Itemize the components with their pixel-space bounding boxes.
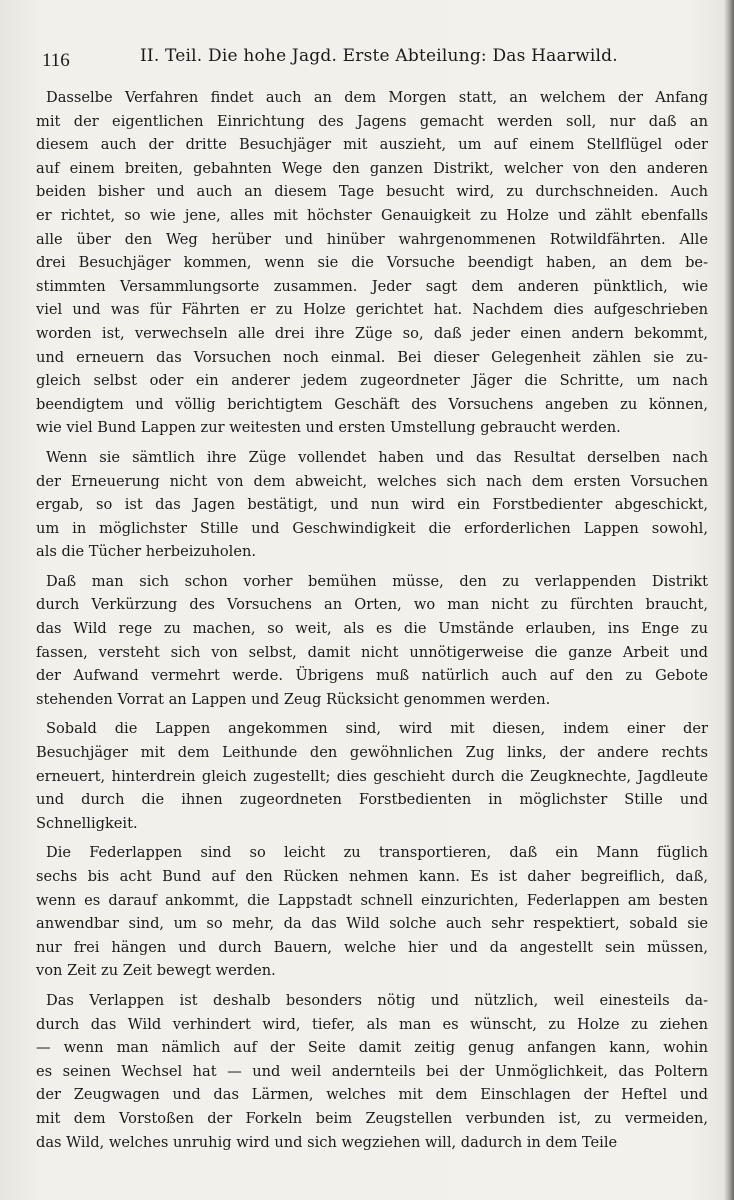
text-line: der Zeugwagen und das Lärmen, welches mit dem Einschlagen der Heftel und	[36, 1086, 708, 1104]
body-text	[36, 86, 708, 1160]
running-title: II. Teil. Die hohe Jagd. Erste Abteilung: Das Haarwild.	[140, 46, 618, 66]
text-line: Daß man sich schon vorher bemühen müsse, den zu verlappenden Distrikt	[46, 572, 708, 590]
text-line: — wenn man nämlich auf der Seite damit zeitig genug anfangen kann, wohin	[36, 1039, 708, 1057]
text-line: er richtet, so wie jene, alles mit höchster Genauigkeit zu Holze und zählt ebenfalls	[36, 206, 708, 224]
text-line: um in möglichster Stille und Geschwindigkeit die erforderlichen Lappen sowohl,	[36, 519, 708, 537]
text-line: anwendbar sind, um so mehr, da das Wild solche auch sehr respektiert, sobald sie	[36, 915, 708, 933]
text-line: wie viel Bund Lappen zur weitesten und ersten Umstellung gebraucht werden.	[36, 419, 621, 437]
page-number: 116	[42, 50, 70, 71]
text-line: Das Verlappen ist deshalb besonders nötig und nützlich, weil einesteils da-	[46, 991, 708, 1009]
page-header	[42, 44, 710, 74]
text-line: sechs bis acht Bund auf den Rücken nehmen kann. Es ist daher begreiflich, daß,	[36, 868, 708, 885]
text-line: durch Verkürzung des Vorsuchens an Orten, wo man nicht zu fürchten braucht,	[36, 596, 708, 614]
text-line: mit dem Vorstoßen der Forkeln beim Zeugstellen verbunden ist, zu vermeiden,	[36, 1109, 708, 1127]
text-line: Besuchjäger mit dem Leithunde den gewöhnlichen Zug links, der andere rechts	[36, 744, 708, 762]
text-line: von Zeit zu Zeit bewegt werden.	[36, 962, 276, 980]
text-line: stimmten Versammlungsorte zusammen. Jeder sagt dem anderen pünktlich, wie	[36, 277, 708, 295]
text-line: beiden bisher und auch an diesem Tage besucht wird, zu durchschneiden. Auch	[36, 183, 708, 201]
paragraph	[36, 446, 708, 564]
text-line: als die Tücher herbeizuholen.	[36, 543, 257, 561]
text-line: das Wild, welches unruhig wird und sich wegziehen will, dadurch in dem Teile	[36, 1133, 618, 1151]
text-line: und durch die ihnen zugeordneten Forstbedienten in möglichster Stille und	[36, 791, 708, 809]
text-line: der Aufwand vermehrt werde. Übrigens muß natürlich auch auf den zu Gebote	[36, 667, 708, 685]
text-line: Sobald die Lappen angekommen sind, wird mit diesen, indem einer der	[46, 720, 708, 738]
text-line: Schnelligkeit.	[36, 814, 138, 832]
text-line: nur frei hängen und durch Bauern, welche hier und da angestellt sein müssen,	[36, 938, 708, 956]
text-line: drei Besuchjäger kommen, wenn sie die Vorsuche beendigt haben, an dem be-	[36, 254, 708, 272]
text-line: der Erneuerung nicht von dem abweicht, welches sich nach dem ersten Vorsuchen	[36, 472, 708, 490]
text-line: alle über den Weg herüber und hinüber wahrgenommenen Rotwildfährten. Alle	[36, 230, 708, 248]
text-line: viel und was für Fährten er zu Holze gerichtet hat. Nachdem dies aufgeschrieben	[36, 301, 708, 319]
paragraph	[36, 570, 708, 712]
text-line: stehenden Vorrat an Lappen und Zeug Rücksicht genommen werden.	[36, 690, 551, 708]
text-line: auf einem breiten, gebahnten Wege den ganzen Distrikt, welcher von den anderen	[36, 159, 708, 177]
paragraph	[36, 86, 708, 440]
text-line: diesem auch der dritte Besuchjäger mit auszieht, um auf einem Stellflügel oder	[36, 136, 708, 154]
paragraph	[36, 717, 708, 835]
text-line: wenn es darauf ankommt, die Lappstadt schnell einzurichten, Federlappen am besten	[36, 891, 708, 909]
text-line: erneuert, hinterdrein gleich zugestellt; dies geschieht durch die Zeugknechte, Jagdleute	[36, 767, 708, 785]
text-line: es seinen Wechsel hat — und weil andernteils bei der Unmöglichkeit, das Poltern	[36, 1062, 708, 1080]
text-line: und erneuern das Vorsuchen noch einmal. Bei dieser Gelegenheit zählen sie zu-	[36, 348, 708, 366]
text-line: gleich selbst oder ein anderer jedem zugeordneter Jäger die Schritte, um nach	[36, 372, 708, 390]
text-line: Die Federlappen sind so leicht zu transportieren, daß ein Mann füglich	[46, 844, 708, 862]
text-line: mit der eigentlichen Einrichtung des Jagens gemacht werden soll, nur daß an	[36, 112, 708, 130]
page-edge-shadow	[724, 0, 734, 1200]
text-line: Dasselbe Verfahren findet auch an dem Morgen statt, an welchem der Anfang	[46, 89, 708, 106]
text-line: beendigtem und völlig berichtigtem Geschäft des Vorsuchens angeben zu können,	[36, 395, 708, 413]
text-line: ergab, so ist das Jagen bestätigt, und nun wird ein Forstbedienter abgeschickt,	[36, 496, 708, 514]
text-line: worden ist, verwechseln alle drei ihre Züge so, daß jeder einen andern bekommt,	[36, 324, 708, 342]
paragraph	[36, 841, 708, 983]
text-line: durch das Wild verhindert wird, tiefer, als man es wünscht, zu Holze zu ziehen	[36, 1015, 708, 1033]
text-line: das Wild rege zu machen, so weit, als es die Umstände erlauben, ins Enge zu	[36, 620, 708, 638]
text-line: Wenn sie sämtlich ihre Züge vollendet haben und das Resultat derselben nach	[46, 448, 708, 466]
text-line: fassen, versteht sich von selbst, damit nicht unnötigerweise die ganze Arbeit und	[36, 643, 708, 661]
paragraph	[36, 989, 708, 1154]
